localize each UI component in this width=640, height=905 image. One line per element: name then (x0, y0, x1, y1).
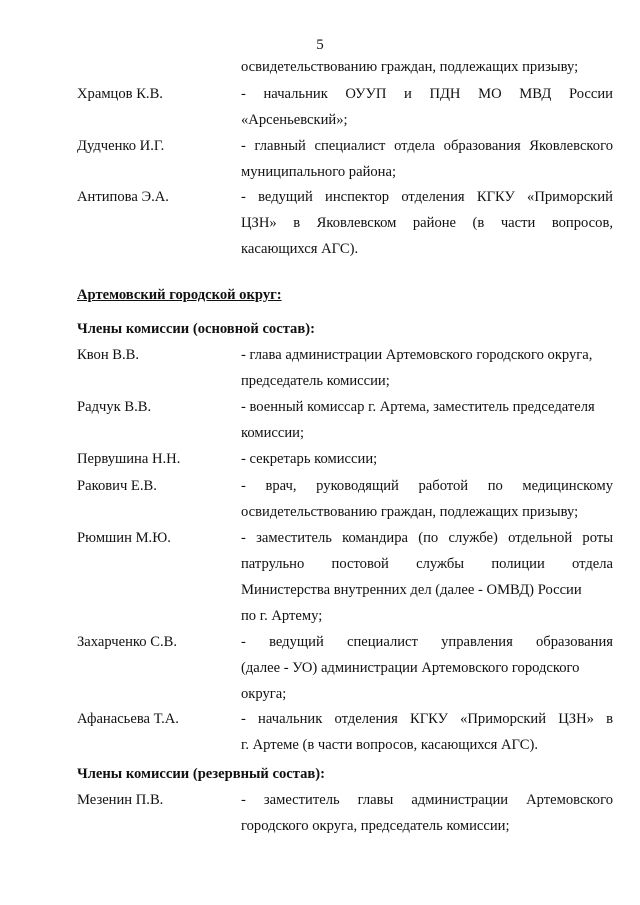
page-number: 5 (316, 37, 324, 53)
role-line: - заместитель главы администрации Артемовского (241, 792, 613, 808)
reserve-composition-heading: Члены комиссии (резервный состав): (77, 766, 325, 782)
member-role (241, 710, 613, 762)
member-role (241, 477, 613, 529)
role-line: - глава администрации Артемовского городского округа, (241, 347, 593, 363)
member-role (241, 791, 613, 843)
role-line: муниципального района; (241, 164, 397, 180)
role-line: - заместитель командира (по службе) отдельной роты (241, 530, 613, 546)
role-line: касающихся АГС). (241, 241, 359, 257)
member-role (241, 137, 613, 189)
member-role (241, 188, 613, 266)
role-line: - врач, руководящий работой по медицинскому (241, 478, 613, 494)
member-name: Радчук В.В. (77, 399, 152, 415)
role-line: освидетельствованию граждан, подлежащих призыву; (241, 504, 579, 520)
member-name: Ракович Е.В. (77, 478, 157, 494)
role-line: (далее - УО) администрации Артемовского городского (241, 660, 580, 676)
member-name: Рюмшин М.Ю. (77, 530, 171, 546)
role-line: Министерства внутренних дел (далее - ОМВД) России (241, 582, 582, 598)
role-line: патрульно постовой службы полиции отдела (241, 556, 613, 572)
member-role (241, 633, 613, 711)
role-line: г. Артеме (в части вопросов, касающихся АГС). (241, 737, 539, 753)
role-line: председатель комиссии; (241, 373, 390, 389)
role-line: - военный комиссар г. Артема, заместитель председателя (241, 399, 595, 415)
member-name: Дудченко И.Г. (77, 138, 165, 154)
member-role (241, 450, 613, 476)
member-name: Захарченко С.В. (77, 634, 177, 650)
member-name: Антипова Э.А. (77, 189, 169, 205)
role-line: - ведущий специалист управления образования (241, 634, 613, 650)
role-line: - главный специалист отдела образования Яковлевского (241, 138, 613, 154)
section-heading: Артемовский городской округ: (77, 287, 282, 303)
member-name: Храмцов К.В. (77, 86, 163, 102)
role-line: - начальник ОУУП и ПДН МО МВД России (241, 86, 613, 102)
member-role (241, 398, 613, 450)
role-line: - ведущий инспектор отделения КГКУ «Приморский (241, 189, 613, 205)
member-name: Мезенин П.В. (77, 792, 164, 808)
member-name: Первушина Н.Н. (77, 451, 181, 467)
role-line: городского округа, председатель комиссии; (241, 818, 510, 834)
member-role (241, 346, 613, 398)
role-line: «Арсеньевский»; (241, 112, 348, 128)
role-line: - начальник отделения КГКУ «Приморский ЦЗН» в (241, 711, 613, 727)
member-role (241, 529, 613, 633)
main-composition-heading: Члены комиссии (основной состав): (77, 321, 315, 337)
member-name: Афанасьева Т.А. (77, 711, 179, 727)
role-line: по г. Артему; (241, 608, 323, 624)
member-role (241, 85, 613, 137)
member-name: Квон В.В. (77, 347, 140, 363)
role-line: - секретарь комиссии; (241, 451, 378, 467)
role-line: округа; (241, 686, 287, 702)
continuation-line: освидетельствованию граждан, подлежащих призыву; (241, 59, 579, 75)
role-line: ЦЗН» в Яковлевском районе (в части вопросов, (241, 215, 613, 231)
role-line: комиссии; (241, 425, 305, 441)
